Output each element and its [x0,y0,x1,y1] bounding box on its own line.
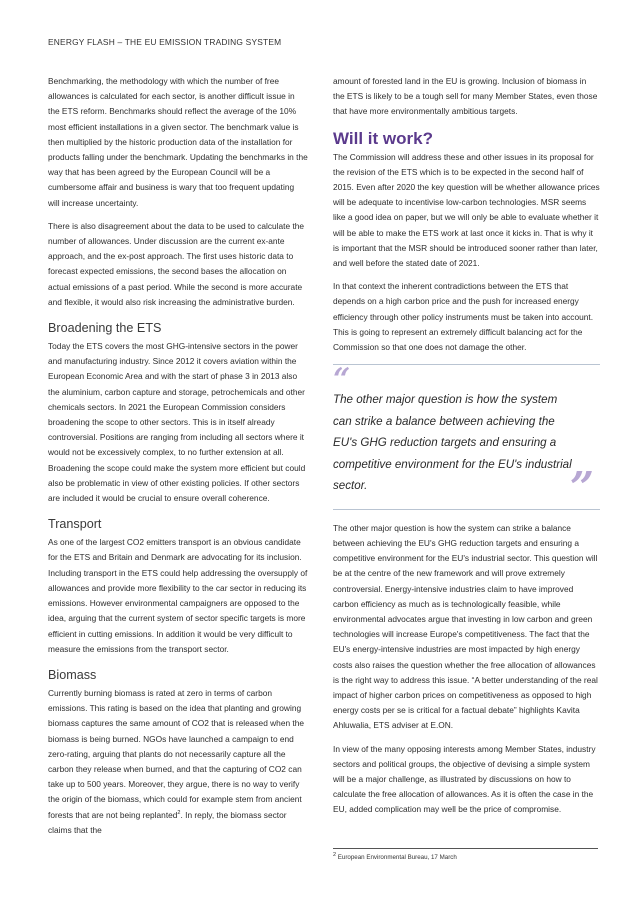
right-column [333,74,600,826]
close-quote-icon: ” [569,462,594,512]
paragraph-forested-land: amount of forested land in the EU is growing. Inclusion of biomass in the ETS is likely to be a tough sell for many Member States, even those that have more environmentally ambitious targets. [333,76,598,117]
heading-will-it-work: Will it work? [333,128,433,148]
paragraph-major-question: The other major question is how the system can strike a balance between achieving the EU's GHG reduction targets and ensuring a competitive environment for the EU's industrial sector. This question will be at the centre of the new framework and will prove extremely controversial. Energy-intensive industries claim to have improved carbon efficiency as much as is technologically feasible, while environmental advocates argue that investing in low carbon and green technologies will increase Europe's competitiveness. The fact that the EU's energy-intensive industries are most impacted by high energy costs also raises the question whether the free allocation of allowances is the right way to address this issue. “A better understanding of the real impact of higher carbon prices on competitiveness as opposed to high energy costs per se is critical for a factual debate” highlights Kavita Ahluwalia, ETS adviser at E.ON. [333,522,598,731]
paragraph-opposing-interests: In view of the many opposing interests among Member States, industry sectors and political groups, the objective of devising a simple system will be a major challenge, as illustrated by discussions on how to calculate the free allocation of allowances. As it is often the case in the EU, added complication may well be the price of compromise. [333,743,596,815]
divider-bottom [333,509,600,510]
footnote [333,851,600,861]
paragraph-transport: As one of the largest CO2 emitters transport is an obvious candidate for the ETS and Britain and Denmark are advocating for its inclusion. Including transport in the ETS could help addressing the oversupply of allowances and provide more flexibility to the car sector in reducing its emissions. However environmental campaigners are opposed to the idea, arguing that the current system of sector specific targets is more efficient in cutting emissions. In addition it would be very difficult to measure the emissions from the transport sector. [48,537,308,654]
footnote-reference: 2 [177,809,181,816]
footnote-text: European Environmental Bureau, 17 March [336,854,457,861]
paragraph-biomass-text: Currently burning biomass is rated at zero in terms of carbon emissions. This rating is based on the idea that planting and growing biomass captures the same amount of CO2 that is released when the biomass is being burned. NGOs have launched a campaign to end zero-rating, arguing that plants do not necessarily capture all the carbon they release when burned, and that the capturing of CO2 can take up to 500 years. Moreover, they argue, there is no way to verify the origin of the biomass, which could for example stem from ancient forests that are not being replanted [48,687,305,820]
heading-transport: Transport [48,517,102,532]
footnote-area [333,848,600,861]
footnote-number: 2 [333,851,337,858]
paragraph-commission-proposal: The Commission will address these and other issues in its proposal for the revision of the ETS which is to be expected in the second half of 2015. Even after 2020 the key question will be whether allowance prices will be adequate to incentivise low-carbon technologies. MSR seems like a good idea on paper, but we will only be able to evaluate whether it will be able to make the ETS work at last once it kicks in. That is why it is important that the MSR should be introduced sooner rather than later, and well before the stated date of 2021. [333,151,600,269]
paragraph-contradictions: In that context the inherent contradictions between the ETS that depends on a high carbon price and the push for increased energy efficiency through other policy instruments must be taken into account. This is going to represent an extremely difficult balancing act for the Commission so that one does not damage the other. [333,281,594,353]
paragraph-data-disagreement: There is also disagreement about the data to be used to calculate the number of allowances. Under discussion are the current ex-ante approach, and the ex-post approach. The first uses historic data to forecast expected emissions, the second bases the allocation on actual emissions of a past period. While the second is more accurate and flexible, it would also risk increasing the administrative burden. [48,220,305,307]
pull-quote [333,362,600,512]
heading-biomass: Biomass [48,667,97,682]
open-quote-icon: “ [333,362,351,398]
paragraph-broadening: Today the ETS covers the most GHG-intensive sectors in the power and manufacturing industry. Since 2012 it covers aviation within the European Economic Area and with the start of phase 3 in 2013 also the aluminium, carbon capture and storage, petrochemicals and other chemicals sectors. In 2021 the European Commission considers broadening the scope to other sectors. This is in itself already controversial. Positions are ranging from including all sectors where it would not be excessively complex, to no further extension at all. Broadening the scope could make the system more efficient but could also be problematic in view of other existing policies. If other sectors are included it would be crucial to ensure overall coherence. [48,341,306,504]
left-column [48,74,308,846]
paragraph-biomass-tail: . In reply, the biomass sector claims that the [48,809,287,835]
running-header: ENERGY FLASH – THE EU EMISSION TRADING SYSTEM [48,37,282,47]
footnote-divider [333,848,598,849]
pull-quote-text: The other major question is how the system can strike a balance between achieving the EU's GHG reduction targets and ensuring a competitive environment for the EU's industrial sector. [333,393,572,493]
paragraph-biomass [48,686,308,838]
paragraph-benchmarking: Benchmarking, the methodology with which the number of free allowances is calculated for each sector, is another difficult issue in the ETS reform. Benchmarks should reflect the average of the 10% most efficient installations in a given sector. The benchmark value is then multiplied by the historic production data of the installation for products falling under the benchmark. Updating the benchmarks in the way that has been agreed by the European Council will be a cumbersome affair and business is wary that too frequent updating will increase uncertainty. [48,76,308,208]
heading-broadening-the-ets: Broadening the ETS [48,321,162,336]
